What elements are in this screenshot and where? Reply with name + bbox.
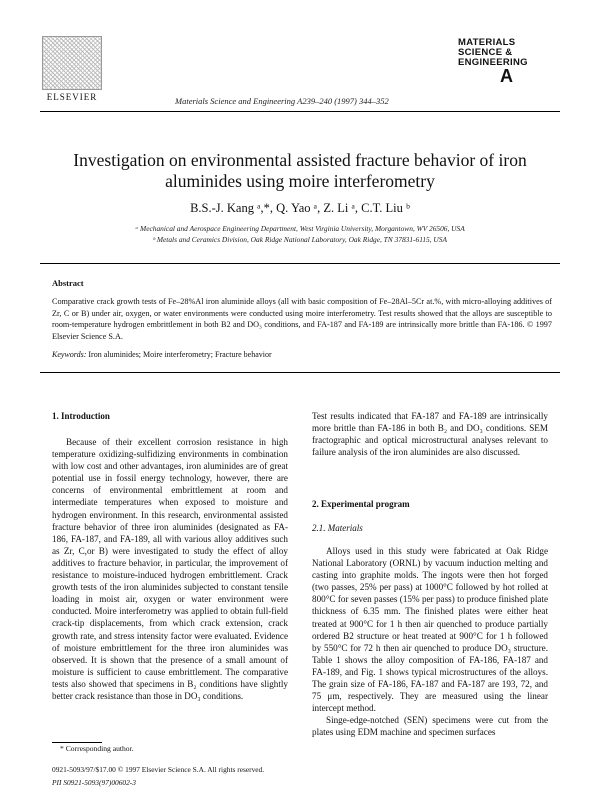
copyright-line: 0921-5093/97/$17.00 © 1997 Elsevier Science S.A. All rights reserved. (52, 765, 265, 774)
abstract-top-rule (40, 263, 560, 264)
journal-logo-line: SCIENCE & (458, 47, 513, 58)
author-list: B.S.-J. Kang ᵃ,*, Q. Yao ᵃ, Z. Li ᵃ, C.T. Liu ᵇ (190, 201, 410, 215)
journal-logo-line: ENGINEERING (458, 57, 528, 68)
specimen-paragraph: Singe-edge-notched (SEN) specimens were cut from the plates using EDM machine and specimen surfaces (312, 715, 548, 738)
affiliation-a: ᵃ Mechanical and Aerospace Engineering Department, West Virginia University, Morgantown, WV 26506, USA (135, 224, 465, 233)
abstract-heading: Abstract (52, 278, 84, 288)
introduction-paragraph: Because of their excellent corrosion resistance in high temperature oxidizing-sulfidizing environments in combination with low cost and other advantages, iron aluminides are of great potential use in fossil energy technology, however, there are concerns of environmental embrittlement at room and intermediate temperatures when exposed to moisture and hydrogen environment. In this research, environmental assisted fracture behavior of three iron aluminides (designated as FA-186, FA-187, and FA-189, all with various alloy additives such as Zr, C,or B) were investigated to study the effect of alloy additives to fracture behavior, in particular, the improvement of resistance to moisture-induced hydrogen embrittlement. Crack growth tests of the iron aluminides subjected to constant tensile loading in moist air, oxygen or water environment were conducted. Moire interferometry was applied to obtain full-field crack-tip displacements, from which crack extension, crack growth rate, and stress intensity factor were evaluated. Evidence of moisture embrittlement for the three iron aluminides was observed. It is shown that the presence of a small amount of moisture is sufficient to cause embrittlement. The comparative tests also showed that specimens in B₂ conditions have slightly better crack resistance than those in DO₃ conditions. (52, 437, 288, 701)
abstract-body: Comparative crack growth tests of Fe–28%Al iron aluminide alloys (all with basic composition of Fe–28Al–5Cr at.%, with micro-alloying additives of Zr, C or B) under air, oxygen, or water environments were conducted using moire interferometry. Test results showed that the alloys are susceptible to room-temperature hydrogen embrittlement in both B2 and DO₃ conditions, and FA-187 and FA-189 are intrinsically more brittle than FA-186. © 1997 Elsevier Science S.A. (52, 297, 552, 341)
affiliation-b: ᵇ Metals and Ceramics Division, Oak Ridge National Laboratory, Oak Ridge, TN 37831-6115, USA (153, 235, 447, 244)
keywords-label: Keywords: (52, 350, 87, 359)
keywords-list: Iron aluminides; Moire interferometry; Fracture behavior (88, 350, 272, 359)
materials-paragraph: Alloys used in this study were fabricated at Oak Ridge National Laboratory (ORNL) by vacuum induction melting and casting into graphite molds. The ingots were then hot forged (two passes, 25% per pass) at 1000°C followed by hot rolled at 800°C for seven passes (15% per pass) to produce finished plate thickness of 6.35 mm. The finished plates were either heat treated at 900°C for 1 h then air quenched to produce partially ordered B2 structure or heat treated at 900°C for 1 h followed by 550°C for 72 h then air quenched to produce DO₃ structure. Table 1 shows the alloy composition of FA-186, FA-187 and FA-189, and Fig. 1 shows typical microstructures of the alloys. The grain size of FA-186, FA-187 and FA-187 are 193, 72, and 75 μm, respectively. They are measured using the linear intercept method. (312, 546, 548, 714)
journal-logo-line: MATERIALS (458, 37, 516, 48)
corresponding-author-footnote: * Corresponding author. (60, 744, 134, 753)
journal-reference: Materials Science and Engineering A239–240 (1997) 344–352 (175, 96, 389, 106)
results-paragraph: Test results indicated that FA-187 and FA-189 are intrinsically more brittle than FA-186 in both B₂ and DO₃ conditions. SEM fractographic and optical microstructural analyses relevant to failure analysis of the iron aluminides are also discussed. (312, 411, 548, 458)
pii-line: PII S0921-5093(97)00602-3 (52, 778, 136, 787)
header-rule (40, 111, 560, 112)
publisher-logo (40, 36, 104, 100)
abstract-bottom-rule (40, 372, 560, 373)
section-2-heading-block (312, 498, 548, 510)
subsection-2-1-heading-block (312, 522, 548, 534)
section-2-heading: 2. Experimental program (312, 499, 410, 509)
section-1-heading: 1. Introduction (52, 411, 110, 421)
article-title: Investigation on environmental assisted fracture behavior of iron aluminides using moire interferometry (73, 150, 527, 191)
subsection-2-1-heading: 2.1. Materials (312, 523, 363, 533)
footnote-rule (52, 742, 102, 743)
elsevier-tree-icon (42, 36, 102, 90)
introduction-text (52, 436, 288, 702)
publisher-name: ELSEVIER (46, 92, 98, 102)
section-1-heading-block (52, 410, 288, 422)
journal-logo-letter: A (500, 66, 513, 86)
journal-logo (458, 38, 558, 87)
keywords (52, 350, 552, 359)
results-summary (312, 410, 548, 458)
materials-text (312, 545, 548, 739)
